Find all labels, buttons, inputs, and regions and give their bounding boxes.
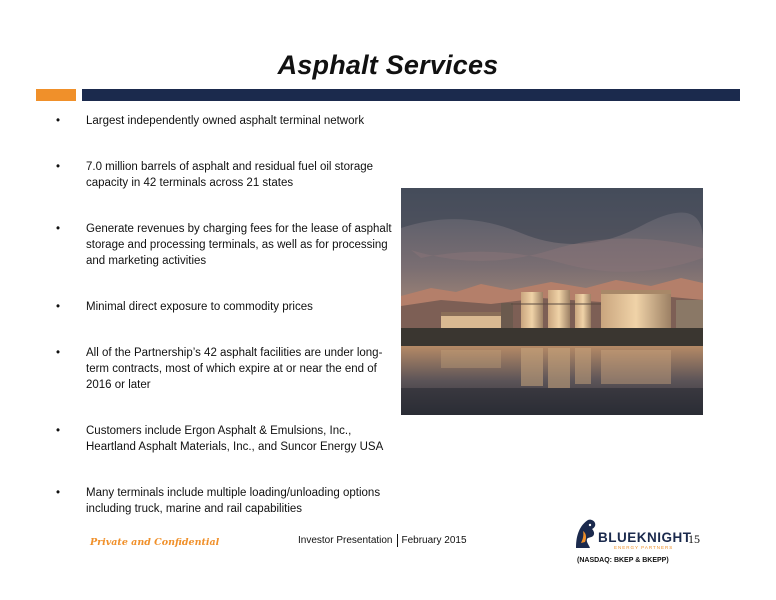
logo-wordmark: BLUEKNIGHT	[598, 530, 692, 545]
bullet-text: Many terminals include multiple loading/unloading options including truck, marine and rail capabilities	[86, 487, 381, 515]
bullet-text: Customers include Ergon Asphalt & Emulsions, Inc., Heartland Asphalt Materials, Inc., and Suncor Energy USA	[86, 425, 384, 453]
bullet-item	[56, 423, 396, 455]
asphalt-terminal-photo	[401, 188, 703, 415]
bullet-item	[56, 485, 396, 517]
bullet-text: Largest independently owned asphalt terminal network	[86, 115, 365, 127]
bullet-marker: •	[56, 425, 61, 437]
presentation-name: Investor Presentation	[298, 535, 393, 547]
bullet-marker: •	[56, 115, 61, 127]
knight-horse-head-icon	[570, 517, 600, 555]
bullet-item	[56, 159, 396, 191]
bullet-text: Generate revenues by charging fees for the lease of asphalt storage and processing terminals, as well as for processing and marketing activities	[86, 223, 392, 267]
bullet-marker: •	[56, 487, 61, 499]
slide-title: Asphalt Services	[277, 50, 499, 80]
bullet-item	[56, 221, 396, 269]
title-rule-navy	[82, 89, 740, 101]
bullet-item	[56, 299, 396, 315]
logo-subtitle: ENERGY PARTNERS	[614, 545, 674, 550]
bullet-item	[56, 345, 396, 393]
accent-bar-orange	[36, 89, 76, 101]
bullet-item	[56, 113, 396, 129]
bullet-text: 7.0 million barrels of asphalt and residual fuel oil storage capacity in 42 terminals across 21 states	[86, 161, 374, 189]
stock-ticker: (NASDAQ: BKEP & BKEPP)	[577, 557, 669, 564]
confidential-label: Private and Confidential	[90, 537, 220, 548]
page-number: 15	[688, 532, 700, 546]
bullet-text: All of the Partnership’s 42 asphalt facilities are under long-term contracts, most of which expire at or near the end of 2016 or later	[86, 347, 383, 391]
bullet-marker: •	[56, 223, 61, 235]
footer-divider	[397, 534, 398, 547]
bullet-marker: •	[56, 301, 61, 313]
bullet-marker: •	[56, 347, 61, 359]
footer-presentation-info	[298, 534, 467, 547]
bullet-text: Minimal direct exposure to commodity prices	[86, 301, 313, 313]
bullet-marker: •	[56, 161, 61, 173]
presentation-date: February 2015	[401, 535, 467, 547]
bullet-list	[56, 113, 396, 517]
company-logo	[570, 517, 692, 557]
